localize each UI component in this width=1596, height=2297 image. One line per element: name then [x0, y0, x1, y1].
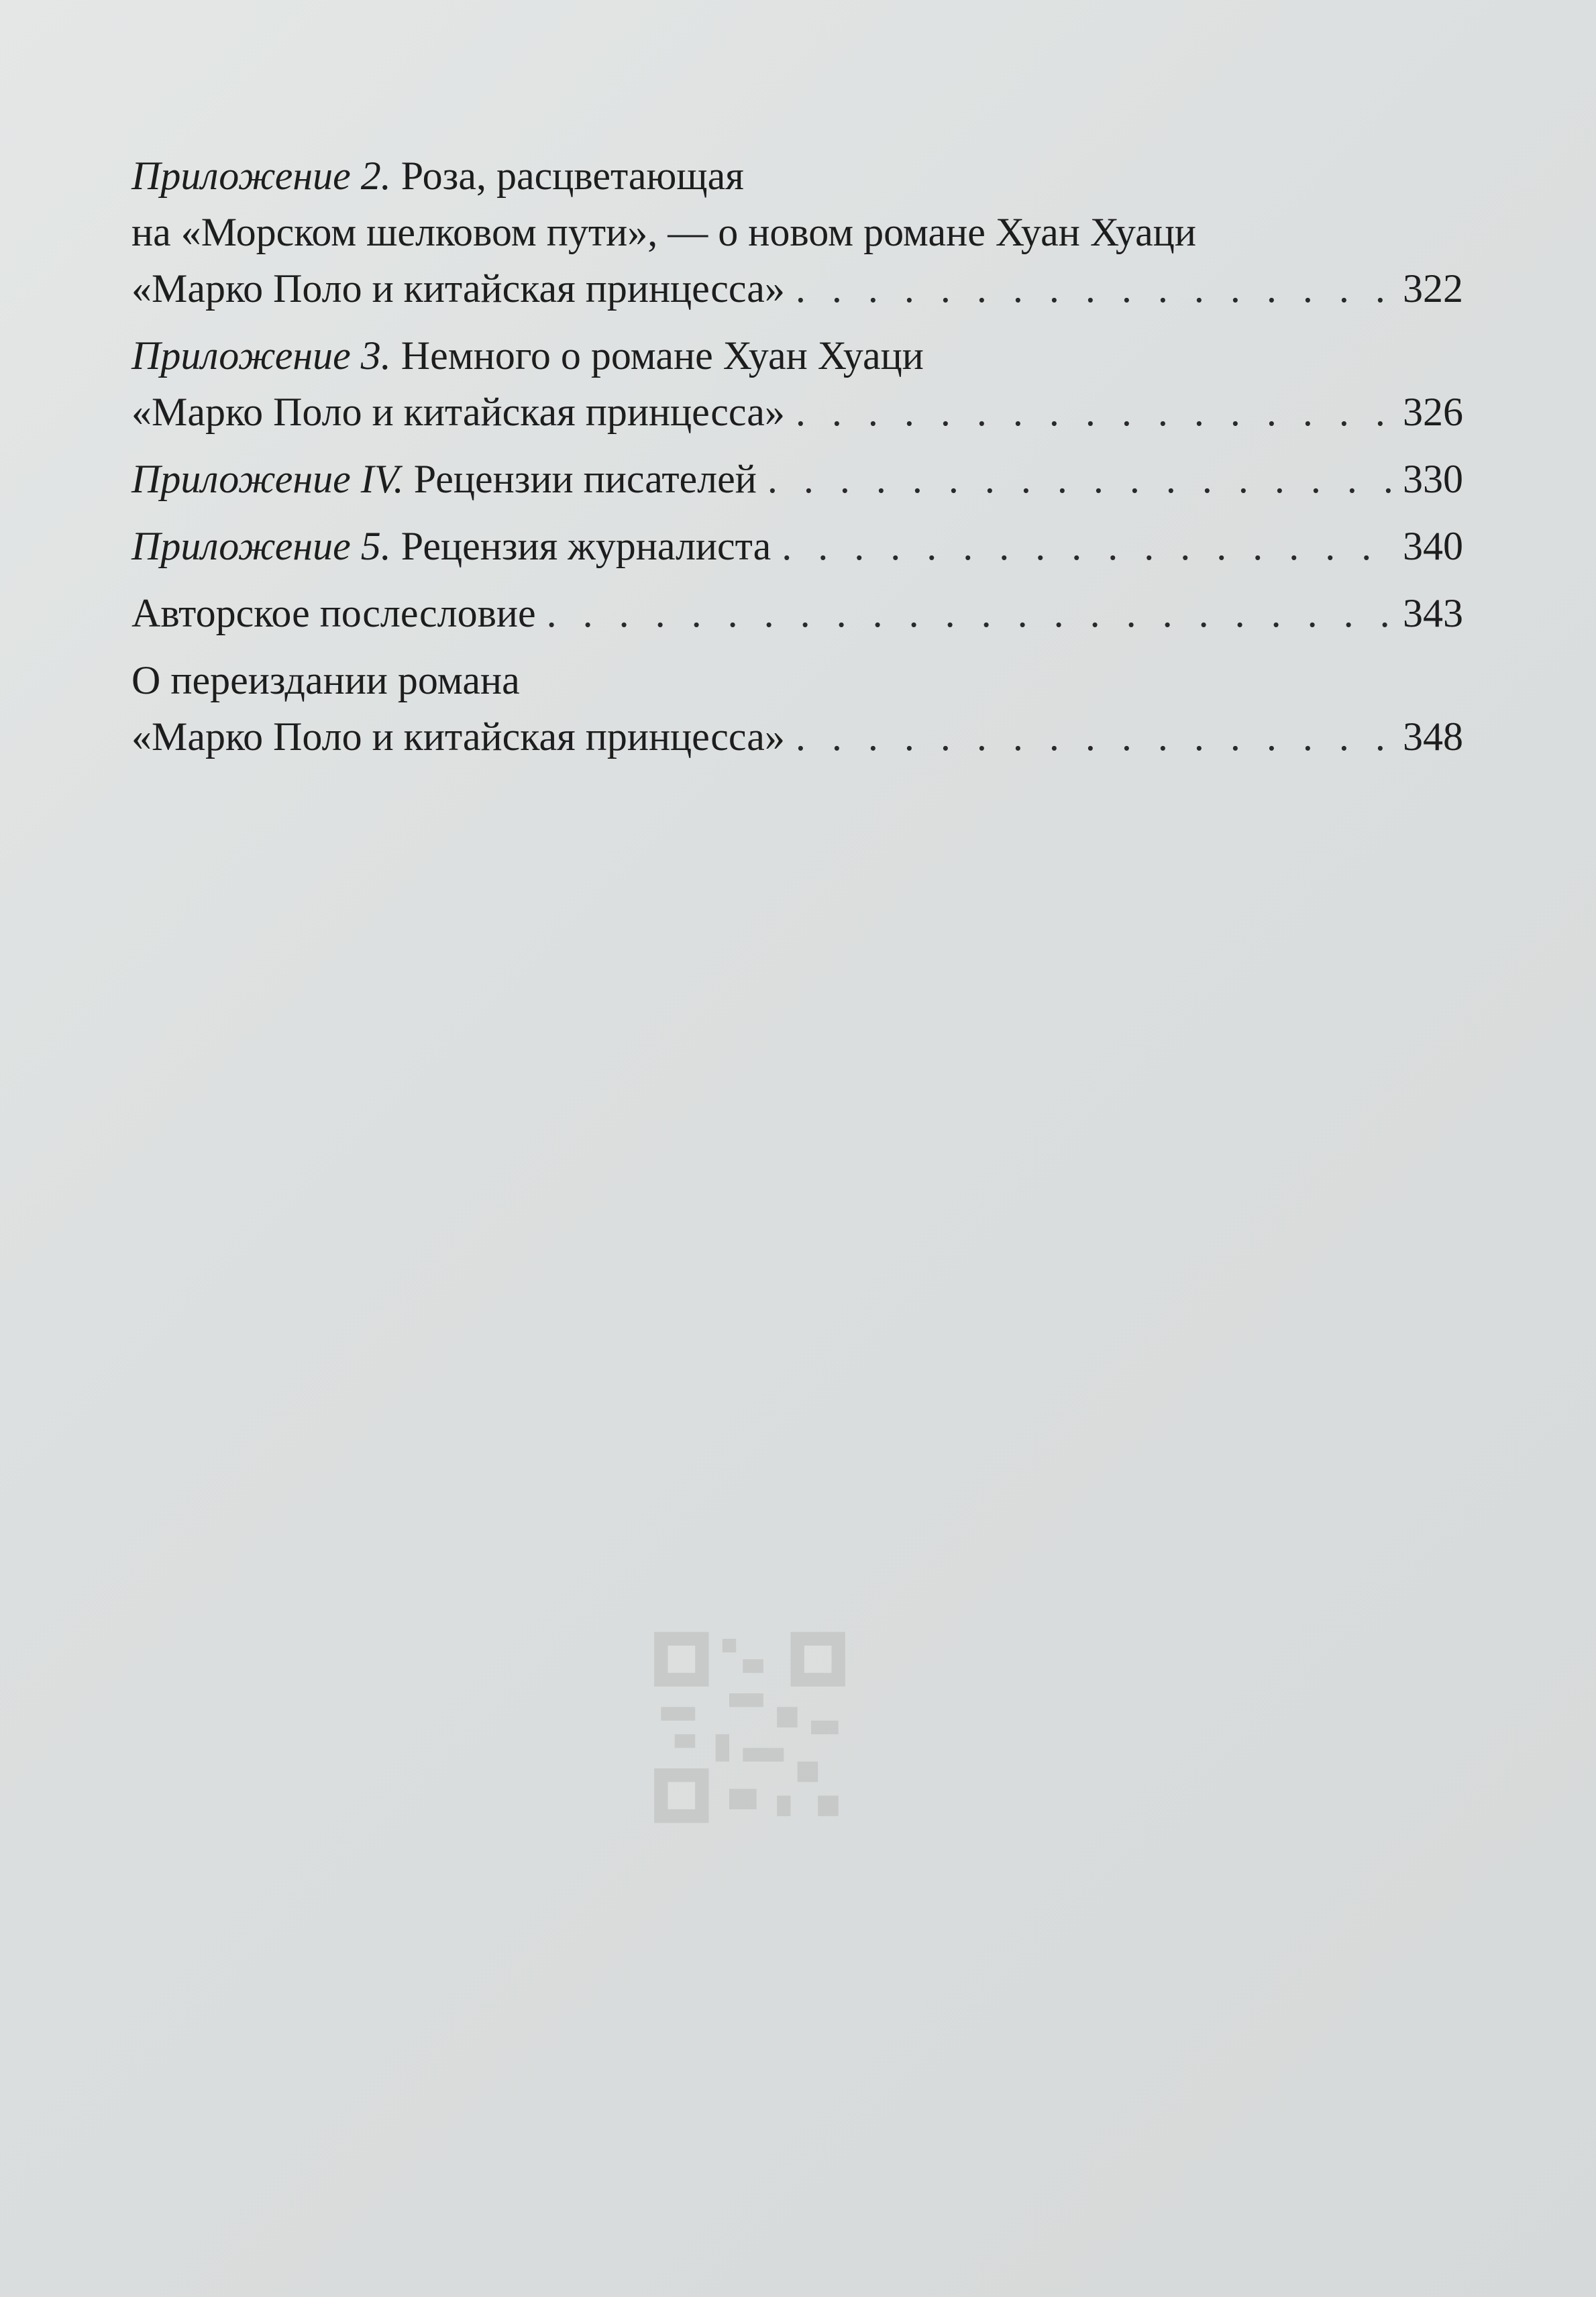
toc-page-number: 343	[1403, 591, 1463, 635]
toc-entry-last-line	[131, 451, 1463, 507]
toc-entry	[131, 327, 1463, 440]
toc-entry-label: Приложение 3.	[131, 333, 391, 378]
toc-entry-title: на «Морском шелковом пути», — о новом романе Хуан Хуаци	[131, 210, 1196, 254]
table-of-contents	[131, 148, 1463, 776]
toc-entry	[131, 585, 1463, 641]
dot-leader	[767, 451, 1392, 507]
toc-page-number: 322	[1403, 266, 1463, 311]
toc-page-number: 326	[1403, 390, 1463, 434]
toc-entry-title: «Марко Поло и китайская принцесса»	[131, 714, 785, 759]
toc-entry-title: О переиздании романа	[131, 658, 520, 702]
toc-entry-title: «Марко Поло и китайская принцесса»	[131, 390, 785, 434]
toc-entry-line	[131, 204, 1463, 260]
toc-entry-title	[131, 518, 771, 574]
dot-leader	[796, 708, 1392, 765]
toc-entry-title: Немного о романе Хуан Хуаци	[401, 333, 924, 378]
toc-entry-line	[131, 652, 1463, 708]
toc-entry	[131, 451, 1463, 507]
toc-page-number: 348	[1403, 714, 1463, 759]
dot-leader	[796, 384, 1392, 440]
toc-entry-label: Приложение 5.	[131, 524, 391, 568]
toc-entry-label: Приложение IV.	[131, 457, 404, 501]
toc-entry-title: Авторское послесловие	[131, 591, 536, 635]
toc-page-number: 330	[1403, 457, 1463, 501]
toc-entry-line	[131, 148, 1463, 204]
toc-entry-title-text: Рецензия журналиста	[401, 524, 772, 568]
toc-entry-last-line	[131, 518, 1463, 574]
toc-entry	[131, 652, 1463, 765]
toc-entry-line	[131, 327, 1463, 384]
dot-leader	[782, 518, 1392, 574]
toc-entry-last-line	[131, 384, 1463, 440]
toc-entry-last-line	[131, 585, 1463, 641]
toc-entry	[131, 148, 1463, 317]
dot-leader	[796, 260, 1392, 317]
toc-entry-label: Приложение 2.	[131, 154, 391, 198]
toc-entry-last-line	[131, 708, 1463, 765]
toc-entry	[131, 518, 1463, 574]
toc-entry-title: «Марко Поло и китайская принцесса»	[131, 266, 785, 311]
toc-page-number: 340	[1403, 524, 1463, 568]
toc-entry-title-text: Рецензии писателей	[413, 457, 757, 501]
toc-entry-last-line	[131, 260, 1463, 317]
toc-entry-title	[131, 451, 757, 507]
toc-entry-title: Роза, расцветающая	[401, 154, 744, 198]
dot-leader	[547, 585, 1392, 641]
qr-code-show-through-icon	[647, 1623, 852, 1831]
